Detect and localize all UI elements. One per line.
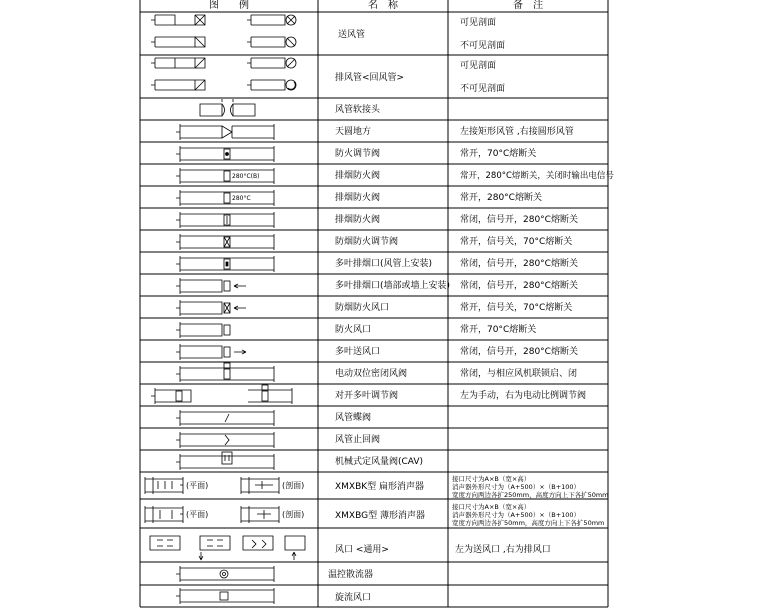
sym-label-row5: 280°C(B)	[232, 173, 260, 180]
notes-column	[452, 16, 614, 555]
note-row20-l2: 消声器外形尺寸为（A+500）×（B+100）	[452, 511, 581, 519]
note-row4: 常开，70°C熔断关	[460, 149, 537, 159]
note-row1-b: 不可见剖面	[460, 84, 506, 94]
name-row23: 旋流风口	[335, 593, 372, 603]
name-row5: 排烟防火阀	[335, 171, 381, 181]
note-row13: 常闭，信号开，280°C熔断关	[460, 347, 578, 357]
note-row1-a: 可见剖面	[460, 61, 497, 71]
name-row13: 多叶送风口	[335, 347, 381, 357]
note-row7: 常闭，信号开，280°C熔断关	[460, 215, 578, 225]
name-row14: 电动双位密闭风阀	[335, 369, 408, 379]
supply-duct-symbol	[151, 15, 296, 47]
name-row11: 防烟防火风口	[335, 303, 390, 313]
name-row6: 排烟防火阀	[335, 193, 381, 203]
silencer-k-section: (剖面)	[282, 481, 305, 490]
table-header	[209, 0, 543, 11]
note-row21: 左为送风口 ,右为排风口	[455, 545, 551, 555]
header-legend: 图 例	[209, 0, 249, 11]
name-row15: 对开多叶调节阀	[335, 391, 399, 401]
note-row8: 常开，信号关，70°C熔断关	[460, 237, 573, 247]
names-column	[328, 28, 450, 603]
note-row12: 常开，70°C熔断关	[460, 325, 537, 335]
name-row8: 防烟防火调节阀	[335, 237, 399, 247]
note-row15: 左为手动，右为电动比例调节阀	[460, 391, 587, 401]
note-row19-l1: 接口尺寸为A×B（宽×高）	[452, 475, 531, 483]
name-row1: 排风管<回风管>	[335, 73, 405, 83]
name-row0: 送风管	[338, 30, 366, 40]
name-row2: 风管软接头	[335, 105, 381, 115]
note-row9: 常闭，信号开，280°C熔断关	[460, 259, 578, 269]
name-row22: 温控散流器	[328, 570, 374, 580]
name-row16: 风管蝶阀	[335, 413, 372, 423]
flexible-joint-symbol	[200, 99, 255, 116]
note-row10: 常闭，信号开，280°C熔断关	[460, 281, 578, 291]
note-row6: 常开，280°C熔断关	[460, 193, 542, 203]
damper-symbols	[151, 146, 292, 470]
symbols	[145, 15, 305, 604]
name-row12: 防火风口	[335, 325, 372, 335]
note-row11: 常开，信号关，70°C熔断关	[460, 303, 573, 313]
note-row5: 常开，280°C熔断关，关闭时输出电信号	[460, 171, 614, 181]
air-outlet-symbols	[150, 536, 305, 560]
note-row0-a: 可见剖面	[460, 18, 497, 28]
name-row19: XMXBK型 扁形消声器	[335, 482, 425, 492]
sym-label-row6: 280°C	[232, 195, 251, 202]
note-row20-l1: 接口尺寸为A×B（宽×高）	[452, 503, 531, 511]
silencer-symbols	[145, 477, 279, 523]
name-row18: 机械式定风量阀(CAV)	[335, 457, 424, 467]
note-row19-l3: 宽度方向两边各扩250mm，高度方向上下各扩50mm	[452, 491, 609, 499]
header-note: 备 注	[513, 0, 543, 11]
silencer-g-section: (剖面)	[282, 510, 305, 519]
note-row14: 常闭，与相应风机联锁启、闭	[460, 369, 578, 379]
square-to-round-symbol	[176, 124, 274, 140]
name-row21: 风口 <通用>	[335, 545, 389, 555]
silencer-k-plan: (平面)	[186, 481, 209, 490]
name-row17: 风管止回阀	[335, 435, 381, 445]
header-name: 名 称	[368, 0, 398, 11]
name-row9: 多叶排烟口(风管上安装)	[335, 259, 433, 269]
exhaust-duct-symbol	[151, 58, 296, 90]
name-row4: 防火调节阀	[335, 149, 381, 159]
note-row19-l2: 消声器外形尺寸为（A+500）×（B+100）	[452, 483, 581, 491]
note-row0-b: 不可见剖面	[460, 41, 506, 51]
note-row3: 左接矩形风管 ,右接圆形风管	[460, 127, 574, 137]
name-row7: 排烟防火阀	[335, 215, 381, 225]
name-row3: 天圆地方	[335, 127, 372, 137]
name-row20: XMXBG型 薄形消声器	[335, 511, 425, 521]
note-row20-l3: 宽度方向两边各扩50mm，高度方向上下各扩50mm	[452, 519, 605, 527]
name-row10: 多叶排烟口(墙部或墙上安装)	[335, 281, 451, 291]
silencer-g-plan: (平面)	[186, 510, 209, 519]
